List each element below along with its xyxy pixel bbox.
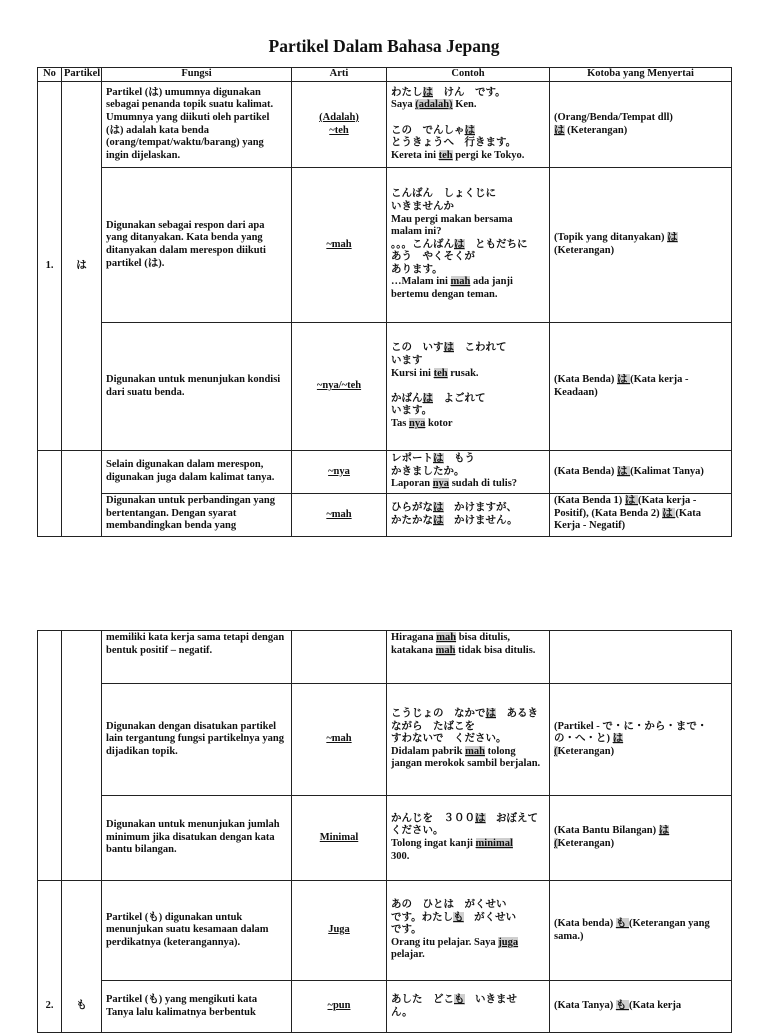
- highlighted-term: juga: [498, 936, 519, 948]
- highlighted-term: は: [617, 465, 631, 477]
- highlighted-term: は: [433, 453, 444, 465]
- particle-table-page-2: [37, 630, 732, 1033]
- contoh-cell: [387, 981, 550, 1033]
- page-title: Partikel Dalam Bahasa Jepang: [268, 36, 500, 56]
- header-partikel: Partikel: [62, 68, 102, 82]
- highlighted-term: も: [454, 993, 465, 1005]
- kotoba-cell: [550, 323, 732, 451]
- text-segment: わたし: [391, 86, 423, 98]
- highlighted-term: は: [617, 373, 631, 385]
- text-segment: Keterangan): [557, 745, 615, 757]
- fungsi-cell: Digunakan untuk menunjukan kondisi dari suatu benda.: [102, 323, 292, 451]
- highlighted-term: は: [422, 392, 433, 404]
- text-segment: (Kata Tanya): [554, 1000, 616, 1012]
- text-segment: (Kata Bantu Bilangan): [554, 825, 659, 837]
- highlighted-term: も: [615, 1000, 629, 1012]
- highlighted-term: mah: [450, 276, 471, 288]
- text-segment: この いす: [391, 342, 444, 354]
- table-row: [38, 796, 732, 881]
- kotoba-cell: [550, 684, 732, 796]
- text-segment: 300.: [391, 850, 410, 862]
- header-arti: Arti: [292, 68, 387, 82]
- contoh-cell: [387, 881, 550, 981]
- header-fungsi: Fungsi: [102, 68, 292, 82]
- kotoba-cell: [550, 981, 732, 1033]
- text-segment: ada janji bertemu dengan teman.: [391, 276, 513, 301]
- table-row: [38, 451, 732, 494]
- text-segment: あるきながら たばこを すわないで ください。 Didalam pabrik: [391, 708, 538, 757]
- fungsi-cell: Digunakan sebagai respon dari apa yang ditanyakan. Kata benda yang ditanyakan dalam merespon diikuti partikel (は).: [102, 168, 292, 323]
- table-row: [38, 881, 732, 981]
- contoh-cell: [387, 323, 550, 451]
- kotoba-cell: [550, 796, 732, 881]
- text-segment: けん です。 Saya: [391, 86, 506, 111]
- table-row: [38, 82, 732, 168]
- text-segment: こうじょの なかで: [391, 708, 486, 720]
- text-segment: (Kata Kerja - Negatif): [554, 507, 701, 532]
- highlighted-term: (adalah): [415, 99, 453, 111]
- header-kotoba: Kotoba yang Menyertai: [550, 68, 732, 82]
- kotoba-cell: [550, 881, 732, 981]
- highlighted-term: は: [454, 238, 465, 250]
- group-particle: は: [62, 82, 102, 451]
- contoh-cell: [387, 796, 550, 881]
- text-segment: (Keterangan yang sama.): [554, 917, 710, 942]
- highlighted-term: nya: [409, 417, 426, 429]
- highlighted-term: は: [658, 825, 670, 837]
- text-segment: (Topik yang ditanyakan): [554, 232, 668, 244]
- highlighted-term: は: [554, 124, 565, 136]
- highlighted-term: は: [422, 86, 433, 98]
- group-number: 2.: [38, 981, 62, 1033]
- highlighted-term: も: [615, 917, 629, 929]
- text-segment: かけません。: [443, 515, 518, 526]
- text-segment: kotor: [425, 417, 453, 429]
- table-row: [38, 981, 732, 1033]
- highlighted-term: teh: [433, 367, 448, 379]
- table-row: [38, 494, 732, 537]
- text-segment: いきませ ん。: [391, 993, 517, 1018]
- text-segment: (Kata Benda 1): [554, 495, 625, 506]
- table-row: [38, 684, 732, 796]
- text-segment: もう かきましたか。 Laporan: [391, 453, 475, 490]
- kotoba-cell: [550, 168, 732, 323]
- table-row: [38, 631, 732, 684]
- text-segment: pelajar.: [391, 949, 425, 961]
- table-row: [38, 323, 732, 451]
- arti-cell: ~nya/~teh: [292, 323, 387, 451]
- fungsi-cell: Partikel (も) digunakan untuk menunjukan suatu kesamaan dalam perdikatnya (keterangannya).: [102, 881, 292, 981]
- text-segment: (Kata benda): [554, 917, 616, 929]
- text-segment: こんばん しょくじに いきませんか Mau pergi makan bersama malam ini? 。。。こんばん: [391, 188, 513, 250]
- text-segment: (Kalimat Tanya): [630, 465, 704, 477]
- arti-cell: Minimal: [292, 796, 387, 881]
- arti-cell: (Adalah) ~teh: [292, 82, 387, 168]
- text-segment: (Kata Benda): [554, 465, 617, 477]
- text-segment: かんじを ３００: [391, 812, 475, 824]
- text-segment: Ken. この でんしゃ: [391, 99, 477, 136]
- header-contoh: Contoh: [387, 68, 550, 82]
- text-segment: ひらがな: [391, 502, 433, 514]
- highlighted-term: は: [662, 507, 676, 519]
- table-row: [38, 168, 732, 323]
- particle-table-page-1: [37, 67, 732, 537]
- text-segment: とうきょうへ 行きます。 Kereta ini: [391, 137, 517, 161]
- contoh-cell: [387, 684, 550, 796]
- text-segment: Hiragana: [391, 632, 437, 643]
- fungsi-cell: Partikel (も) yang mengikuti kata Tanya lalu kalimatnya berbentuk: [102, 981, 292, 1033]
- text-segment: bisa ditulis, katakana: [391, 632, 511, 656]
- arti-cell: ~mah: [292, 168, 387, 323]
- contoh-cell: [387, 168, 550, 323]
- highlighted-term: は: [475, 812, 486, 824]
- fungsi-cell: memiliki kata kerja sama tetapi dengan bentuk positif – negatif.: [102, 631, 292, 684]
- contoh-cell: [387, 451, 550, 494]
- text-segment: (Kata kerja - Keadaan): [554, 373, 689, 398]
- text-segment: (Orang/Benda/Tempat dll): [554, 111, 673, 123]
- text-segment: あの ひとは がくせい です。わたし: [391, 899, 507, 923]
- highlighted-term: は: [667, 232, 678, 244]
- text-segment: (Keterangan): [564, 124, 628, 136]
- text-segment: sudah di tulis?: [449, 478, 518, 490]
- highlighted-term: は: [433, 502, 444, 514]
- highlighted-term: も: [453, 911, 464, 923]
- fungsi-cell: Partikel (は) umumnya digunakan sebagai penanda topik suatu kalimat. Umumnya yang diikuti oleh partikel (は) adalah kata benda (orang/tempat/waktu/barang) yang ingin dijelaskan.: [102, 82, 292, 168]
- highlighted-term: teh: [438, 149, 453, 161]
- text-segment: あした どこ: [391, 993, 454, 1005]
- text-segment: (Keterangan): [554, 245, 615, 256]
- arti-cell: [292, 631, 387, 684]
- header-no: No: [38, 68, 62, 82]
- highlighted-term: mah: [435, 644, 456, 656]
- contoh-cell: [387, 494, 550, 537]
- highlighted-term: は: [485, 708, 496, 720]
- group-number: 1.: [38, 82, 62, 451]
- text-segment: こわれて います Kursi ini: [391, 342, 507, 379]
- fungsi-cell: Digunakan dengan disatukan partikel lain tergantung fungsi partikelnya yang dijadikan topik.: [102, 684, 292, 796]
- text-segment: がくせい です。 Orang itu pelajar. Saya: [391, 911, 517, 948]
- text-segment: レポート: [391, 453, 433, 465]
- highlighted-term: は: [433, 515, 444, 526]
- text-segment: おぼえてください。 Tolong ingat kanji: [391, 812, 538, 849]
- text-segment: かけますが、 かたかな: [391, 502, 517, 526]
- highlighted-term: (: [554, 745, 558, 757]
- contoh-cell: [387, 631, 550, 684]
- highlighted-term: mah: [436, 632, 457, 643]
- highlighted-term: minimal: [475, 838, 513, 849]
- text-segment: (Kata kerja - Positif), (Kata Benda 2): [554, 495, 697, 519]
- text-segment: (Partikel - で・に・から・まで・の・へ・と): [554, 720, 708, 745]
- fungsi-cell: Digunakan untuk perbandingan yang bertentangan. Dengan syarat membandingkan benda yang: [102, 494, 292, 537]
- highlighted-term: は: [624, 495, 638, 506]
- kotoba-cell: [550, 494, 732, 537]
- fungsi-cell: Selain digunakan dalam merespon, digunakan juga dalam kalimat tanya.: [102, 451, 292, 494]
- table-header-row: [38, 68, 732, 82]
- text-segment: よごれて います。 Tas: [391, 392, 486, 429]
- text-segment: pergi ke Tokyo.: [452, 149, 525, 161]
- highlighted-term: は: [464, 124, 475, 136]
- kotoba-cell: [550, 82, 732, 168]
- text-segment: ともだちに あう やくそくが あります。 …Malam ini: [391, 238, 528, 288]
- arti-cell: Juga: [292, 881, 387, 981]
- group-particle: も: [62, 981, 102, 1033]
- arti-cell: ~nya: [292, 451, 387, 494]
- highlighted-term: (: [554, 838, 558, 849]
- kotoba-cell: [550, 631, 732, 684]
- highlighted-term: は: [612, 733, 624, 745]
- text-segment: (Kata Benda): [554, 373, 617, 385]
- highlighted-term: nya: [432, 478, 450, 490]
- arti-cell: ~mah: [292, 684, 387, 796]
- contoh-cell: [387, 82, 550, 168]
- text-segment: (Kata kerja: [628, 1000, 682, 1012]
- arti-cell: ~mah: [292, 494, 387, 537]
- arti-cell: ~pun: [292, 981, 387, 1033]
- highlighted-term: mah: [465, 745, 485, 757]
- highlighted-term: は: [443, 342, 454, 354]
- text-segment: rusak. かばん: [391, 367, 479, 404]
- text-segment: tidak bisa ditulis.: [455, 644, 536, 656]
- kotoba-cell: [550, 451, 732, 494]
- text-segment: tolong jangan merokok sambil berjalan.: [391, 745, 541, 770]
- text-segment: Keterangan): [557, 838, 615, 849]
- fungsi-cell: Digunakan untuk menunjukan jumlah minimum jika disatukan dengan kata bantu bilangan.: [102, 796, 292, 881]
